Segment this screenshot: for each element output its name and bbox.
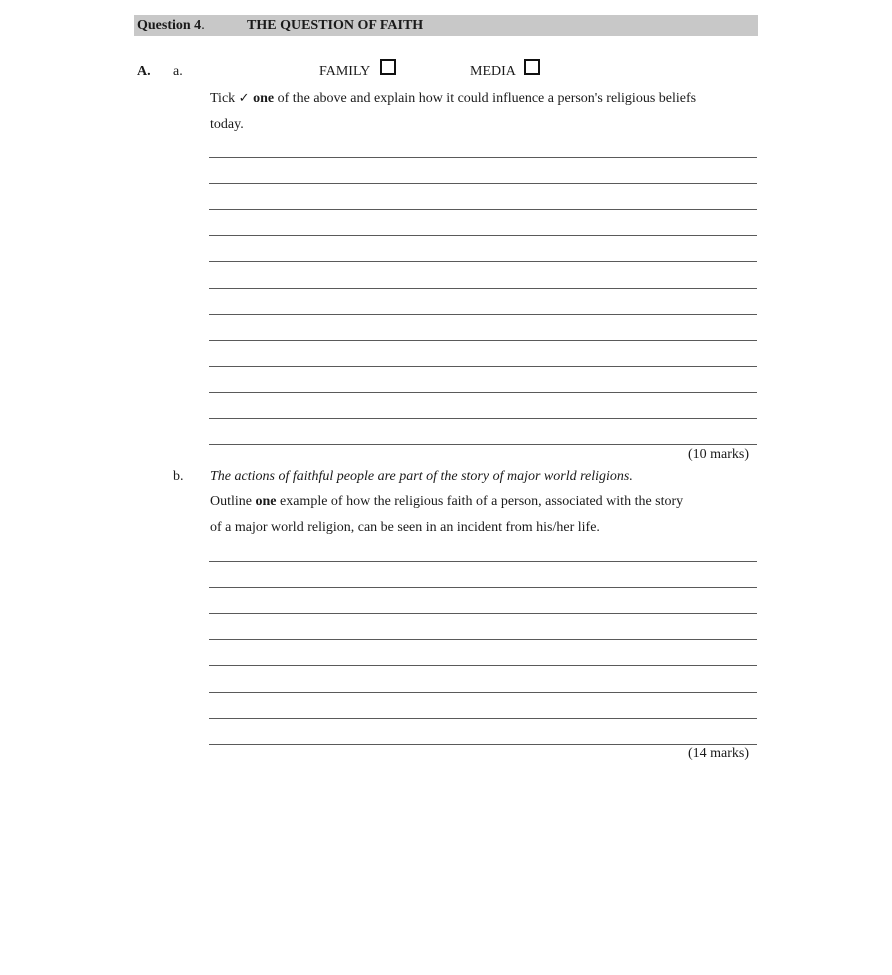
outline-start: Outline [210, 494, 252, 509]
media-checkbox[interactable] [524, 59, 540, 75]
family-checkbox[interactable] [380, 59, 396, 75]
option-media-label: MEDIA [470, 64, 516, 79]
question-number-dot: . [201, 18, 205, 33]
outline-rest: example of how the religious faith of a person, associated with the story [280, 494, 684, 509]
part-b-label: b. [173, 469, 184, 484]
part-b-statement: The actions of faithful people are part of the story of major world religions. [210, 469, 633, 484]
check-mark-icon: ✓ [238, 91, 250, 106]
outline-bold: one [255, 494, 277, 509]
part-a-answer-area[interactable] [209, 146, 757, 446]
part-b-outline [210, 494, 683, 510]
part-b-outline-line2: of a major world religion, can be seen in an incident from his/her life. [210, 520, 600, 535]
question-title: THE QUESTION OF FAITH [247, 18, 424, 33]
question-header-bar [134, 15, 758, 36]
part-a-label: a. [173, 64, 183, 79]
question-number [137, 18, 205, 34]
question-number-text: Question 4 [137, 18, 202, 33]
instruction-bold: one [253, 91, 275, 106]
part-b-answer-area[interactable] [209, 550, 757, 746]
instruction-tick-word: Tick [210, 91, 236, 106]
part-b-marks: (14 marks) [688, 746, 750, 761]
part-a-instruction [210, 91, 696, 107]
part-a-instruction-line2: today. [210, 117, 244, 132]
part-a-marks: (10 marks) [688, 447, 750, 462]
section-label: A. [137, 64, 151, 79]
instruction-rest: of the above and explain how it could influence a person's religious beliefs [277, 91, 697, 106]
option-family-label: FAMILY [319, 64, 371, 79]
